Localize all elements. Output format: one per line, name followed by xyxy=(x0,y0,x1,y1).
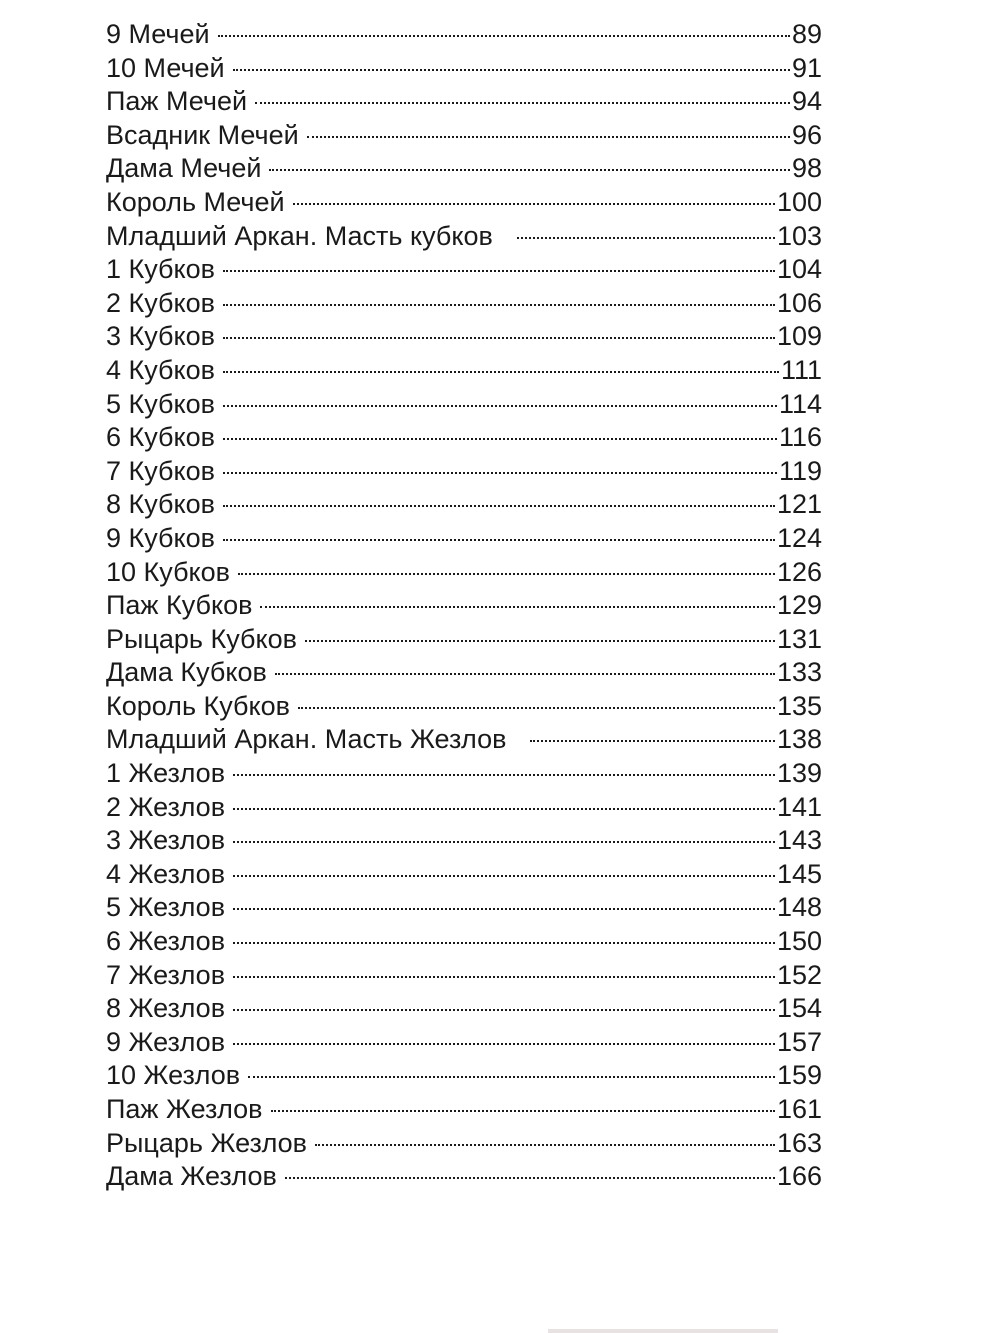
toc-entry[interactable] xyxy=(106,52,822,86)
toc-entry-title: Младший Аркан. Масть кубков xyxy=(106,220,493,251)
toc-entry[interactable] xyxy=(106,1093,822,1127)
toc-entry[interactable] xyxy=(106,1160,822,1194)
toc-entry-title: 9 Жезлов xyxy=(106,1026,226,1057)
toc-entry-page: 157 xyxy=(776,1026,822,1057)
toc-entry-title: 2 Жезлов xyxy=(106,791,226,822)
toc-entry[interactable] xyxy=(106,455,822,489)
dot-leader xyxy=(233,976,775,978)
toc-entry[interactable] xyxy=(106,186,822,220)
toc-entry[interactable] xyxy=(106,320,822,354)
dot-leader xyxy=(223,438,777,440)
toc-entry[interactable] xyxy=(106,119,822,153)
dot-leader xyxy=(293,203,775,205)
toc-entry-page: 109 xyxy=(776,321,822,352)
dot-leader xyxy=(260,606,774,608)
dot-leader xyxy=(233,1009,775,1011)
dot-leader xyxy=(285,1177,775,1179)
toc-entry-page: 163 xyxy=(776,1127,822,1158)
page-edge-strip xyxy=(548,1329,778,1333)
dot-leader xyxy=(223,472,777,474)
toc-entry-title: 2 Кубков xyxy=(106,287,215,318)
dot-leader xyxy=(298,707,775,709)
toc-entry[interactable] xyxy=(106,690,822,724)
toc-entry-title: Дама Мечей xyxy=(106,153,262,184)
toc-entry-page: 89 xyxy=(791,19,822,49)
dot-leader xyxy=(305,640,775,642)
toc-entry[interactable] xyxy=(106,85,822,119)
toc-entry-page: 106 xyxy=(776,287,822,318)
toc-section-heading[interactable] xyxy=(106,723,822,757)
toc-entry-title: 10 Кубков xyxy=(106,556,231,587)
toc-entry[interactable] xyxy=(106,287,822,321)
dot-leader xyxy=(233,875,775,877)
dot-leader xyxy=(307,136,790,138)
dot-leader xyxy=(233,808,775,810)
toc-entry-title: 4 Жезлов xyxy=(106,858,226,889)
toc-entry[interactable] xyxy=(106,891,822,925)
toc-entry[interactable] xyxy=(106,791,822,825)
toc-entry-title: 3 Жезлов xyxy=(106,825,226,856)
toc-entry-page: 152 xyxy=(776,959,822,990)
toc-entry[interactable] xyxy=(106,656,822,690)
toc-entry[interactable] xyxy=(106,488,822,522)
toc-entry[interactable] xyxy=(106,152,822,186)
toc-entry[interactable] xyxy=(106,1026,822,1060)
dot-leader xyxy=(315,1144,775,1146)
dot-leader xyxy=(233,69,790,71)
toc-entry-page: 159 xyxy=(776,1060,822,1091)
toc-entry-title: 9 Кубков xyxy=(106,522,215,553)
toc-entry-title: Дама Кубков xyxy=(106,657,267,688)
toc-entry[interactable] xyxy=(106,925,822,959)
toc-entry-title: 6 Кубков xyxy=(106,422,215,453)
toc-entry[interactable] xyxy=(106,556,822,590)
dot-leader xyxy=(517,237,775,239)
dot-leader xyxy=(223,304,775,306)
toc-entry-title: Паж Мечей xyxy=(106,86,248,117)
dot-leader xyxy=(248,1076,775,1078)
toc-entry-page: 145 xyxy=(776,858,822,889)
toc-entry-page: 143 xyxy=(776,825,822,856)
toc-entry-page: 161 xyxy=(776,1094,822,1124)
toc-entry-title: 1 Кубков xyxy=(106,254,215,285)
toc-entry-title: Дама Жезлов xyxy=(106,1161,277,1192)
toc-entry-page: 166 xyxy=(776,1161,822,1192)
toc-entry-page: 116 xyxy=(778,422,822,453)
toc-entry[interactable] xyxy=(106,388,822,422)
toc-entry-page: 111 xyxy=(780,354,822,385)
toc-entry-title: 5 Кубков xyxy=(106,388,215,419)
toc-entry-title: 7 Жезлов xyxy=(106,959,226,990)
toc-entry-page: 150 xyxy=(776,926,822,957)
toc-entry-page: 133 xyxy=(776,657,822,688)
toc-entry-title: 3 Кубков xyxy=(106,321,215,352)
toc-entry-page: 135 xyxy=(776,690,822,721)
toc-entry-page: 129 xyxy=(776,590,822,621)
dot-leader xyxy=(271,1110,775,1112)
toc-entry-page: 154 xyxy=(776,993,822,1024)
toc-entry-page: 119 xyxy=(778,455,822,486)
toc-entry[interactable] xyxy=(106,421,822,455)
toc-entry-title: Рыцарь Жезлов xyxy=(106,1127,307,1158)
toc-entry-title: 4 Кубков xyxy=(106,354,215,385)
toc-entry-page: 121 xyxy=(776,489,822,520)
dot-leader xyxy=(223,539,775,541)
toc-entry[interactable] xyxy=(106,1059,822,1093)
toc-entry-page: 91 xyxy=(791,52,822,83)
dot-leader xyxy=(269,169,789,171)
toc-entry-title: 6 Жезлов xyxy=(106,926,226,957)
toc-entry-title: 10 Жезлов xyxy=(106,1060,241,1091)
toc-entry[interactable] xyxy=(106,992,822,1026)
dot-leader xyxy=(223,505,775,507)
toc-entry-page: 94 xyxy=(791,86,822,117)
toc-entry-title: 1 Жезлов xyxy=(106,758,226,789)
toc-entry-title: 10 Мечей xyxy=(106,52,225,83)
dot-leader xyxy=(233,841,775,843)
toc-entry-page: 124 xyxy=(776,522,822,553)
dot-leader xyxy=(218,35,790,37)
dot-leader xyxy=(275,673,775,675)
toc-entry-title: Рыцарь Кубков xyxy=(106,623,297,654)
toc-entry-title: Король Мечей xyxy=(106,186,285,217)
dot-leader xyxy=(233,774,775,776)
toc-entry-page: 114 xyxy=(778,388,822,419)
dot-leader xyxy=(223,371,779,373)
toc-entry[interactable] xyxy=(106,1127,822,1161)
toc-entry[interactable] xyxy=(106,824,822,858)
toc-entry-title: 7 Кубков xyxy=(106,455,215,486)
toc-entry-title: Паж Кубков xyxy=(106,590,253,621)
toc-entry[interactable] xyxy=(106,858,822,892)
toc-entry-title: Младший Аркан. Масть Жезлов xyxy=(106,724,507,755)
dot-leader xyxy=(255,102,790,104)
toc-entry-page: 126 xyxy=(776,556,822,587)
dot-leader xyxy=(223,337,775,339)
toc-entry[interactable] xyxy=(106,623,822,657)
toc-entry-title: Король Кубков xyxy=(106,690,290,721)
toc-section-heading[interactable] xyxy=(106,220,822,254)
toc-entry[interactable] xyxy=(106,522,822,556)
toc-entry-page: 104 xyxy=(776,254,822,285)
dot-leader xyxy=(223,270,775,272)
toc-entry-page: 100 xyxy=(776,186,822,217)
dot-leader xyxy=(233,908,775,910)
toc-entry[interactable] xyxy=(106,959,822,993)
dot-leader xyxy=(530,740,774,742)
toc-entry[interactable] xyxy=(106,253,822,287)
toc-entry-page: 148 xyxy=(776,892,822,923)
toc-entry-page: 96 xyxy=(791,119,822,150)
toc-entry-title: 5 Жезлов xyxy=(106,892,226,923)
toc-entry-page: 138 xyxy=(776,724,822,755)
toc-entry-title: 9 Мечей xyxy=(106,19,210,49)
dot-leader xyxy=(223,405,777,407)
toc-entry-title: 8 Кубков xyxy=(106,489,215,520)
dot-leader xyxy=(233,942,775,944)
table-of-contents xyxy=(106,18,822,1194)
dot-leader xyxy=(238,573,775,575)
toc-entry[interactable] xyxy=(106,589,822,623)
toc-entry[interactable] xyxy=(106,354,822,388)
toc-entry[interactable] xyxy=(106,18,822,52)
toc-entry[interactable] xyxy=(106,757,822,791)
toc-entry-title: Всадник Мечей xyxy=(106,119,299,150)
toc-entry-page: 131 xyxy=(776,623,822,654)
toc-entry-page: 98 xyxy=(791,153,822,184)
toc-entry-page: 103 xyxy=(776,220,822,251)
toc-entry-title: 8 Жезлов xyxy=(106,993,226,1024)
toc-entry-page: 141 xyxy=(776,791,822,822)
toc-entry-page: 139 xyxy=(776,758,822,789)
toc-entry-title: Паж Жезлов xyxy=(106,1094,263,1124)
dot-leader xyxy=(233,1043,775,1045)
